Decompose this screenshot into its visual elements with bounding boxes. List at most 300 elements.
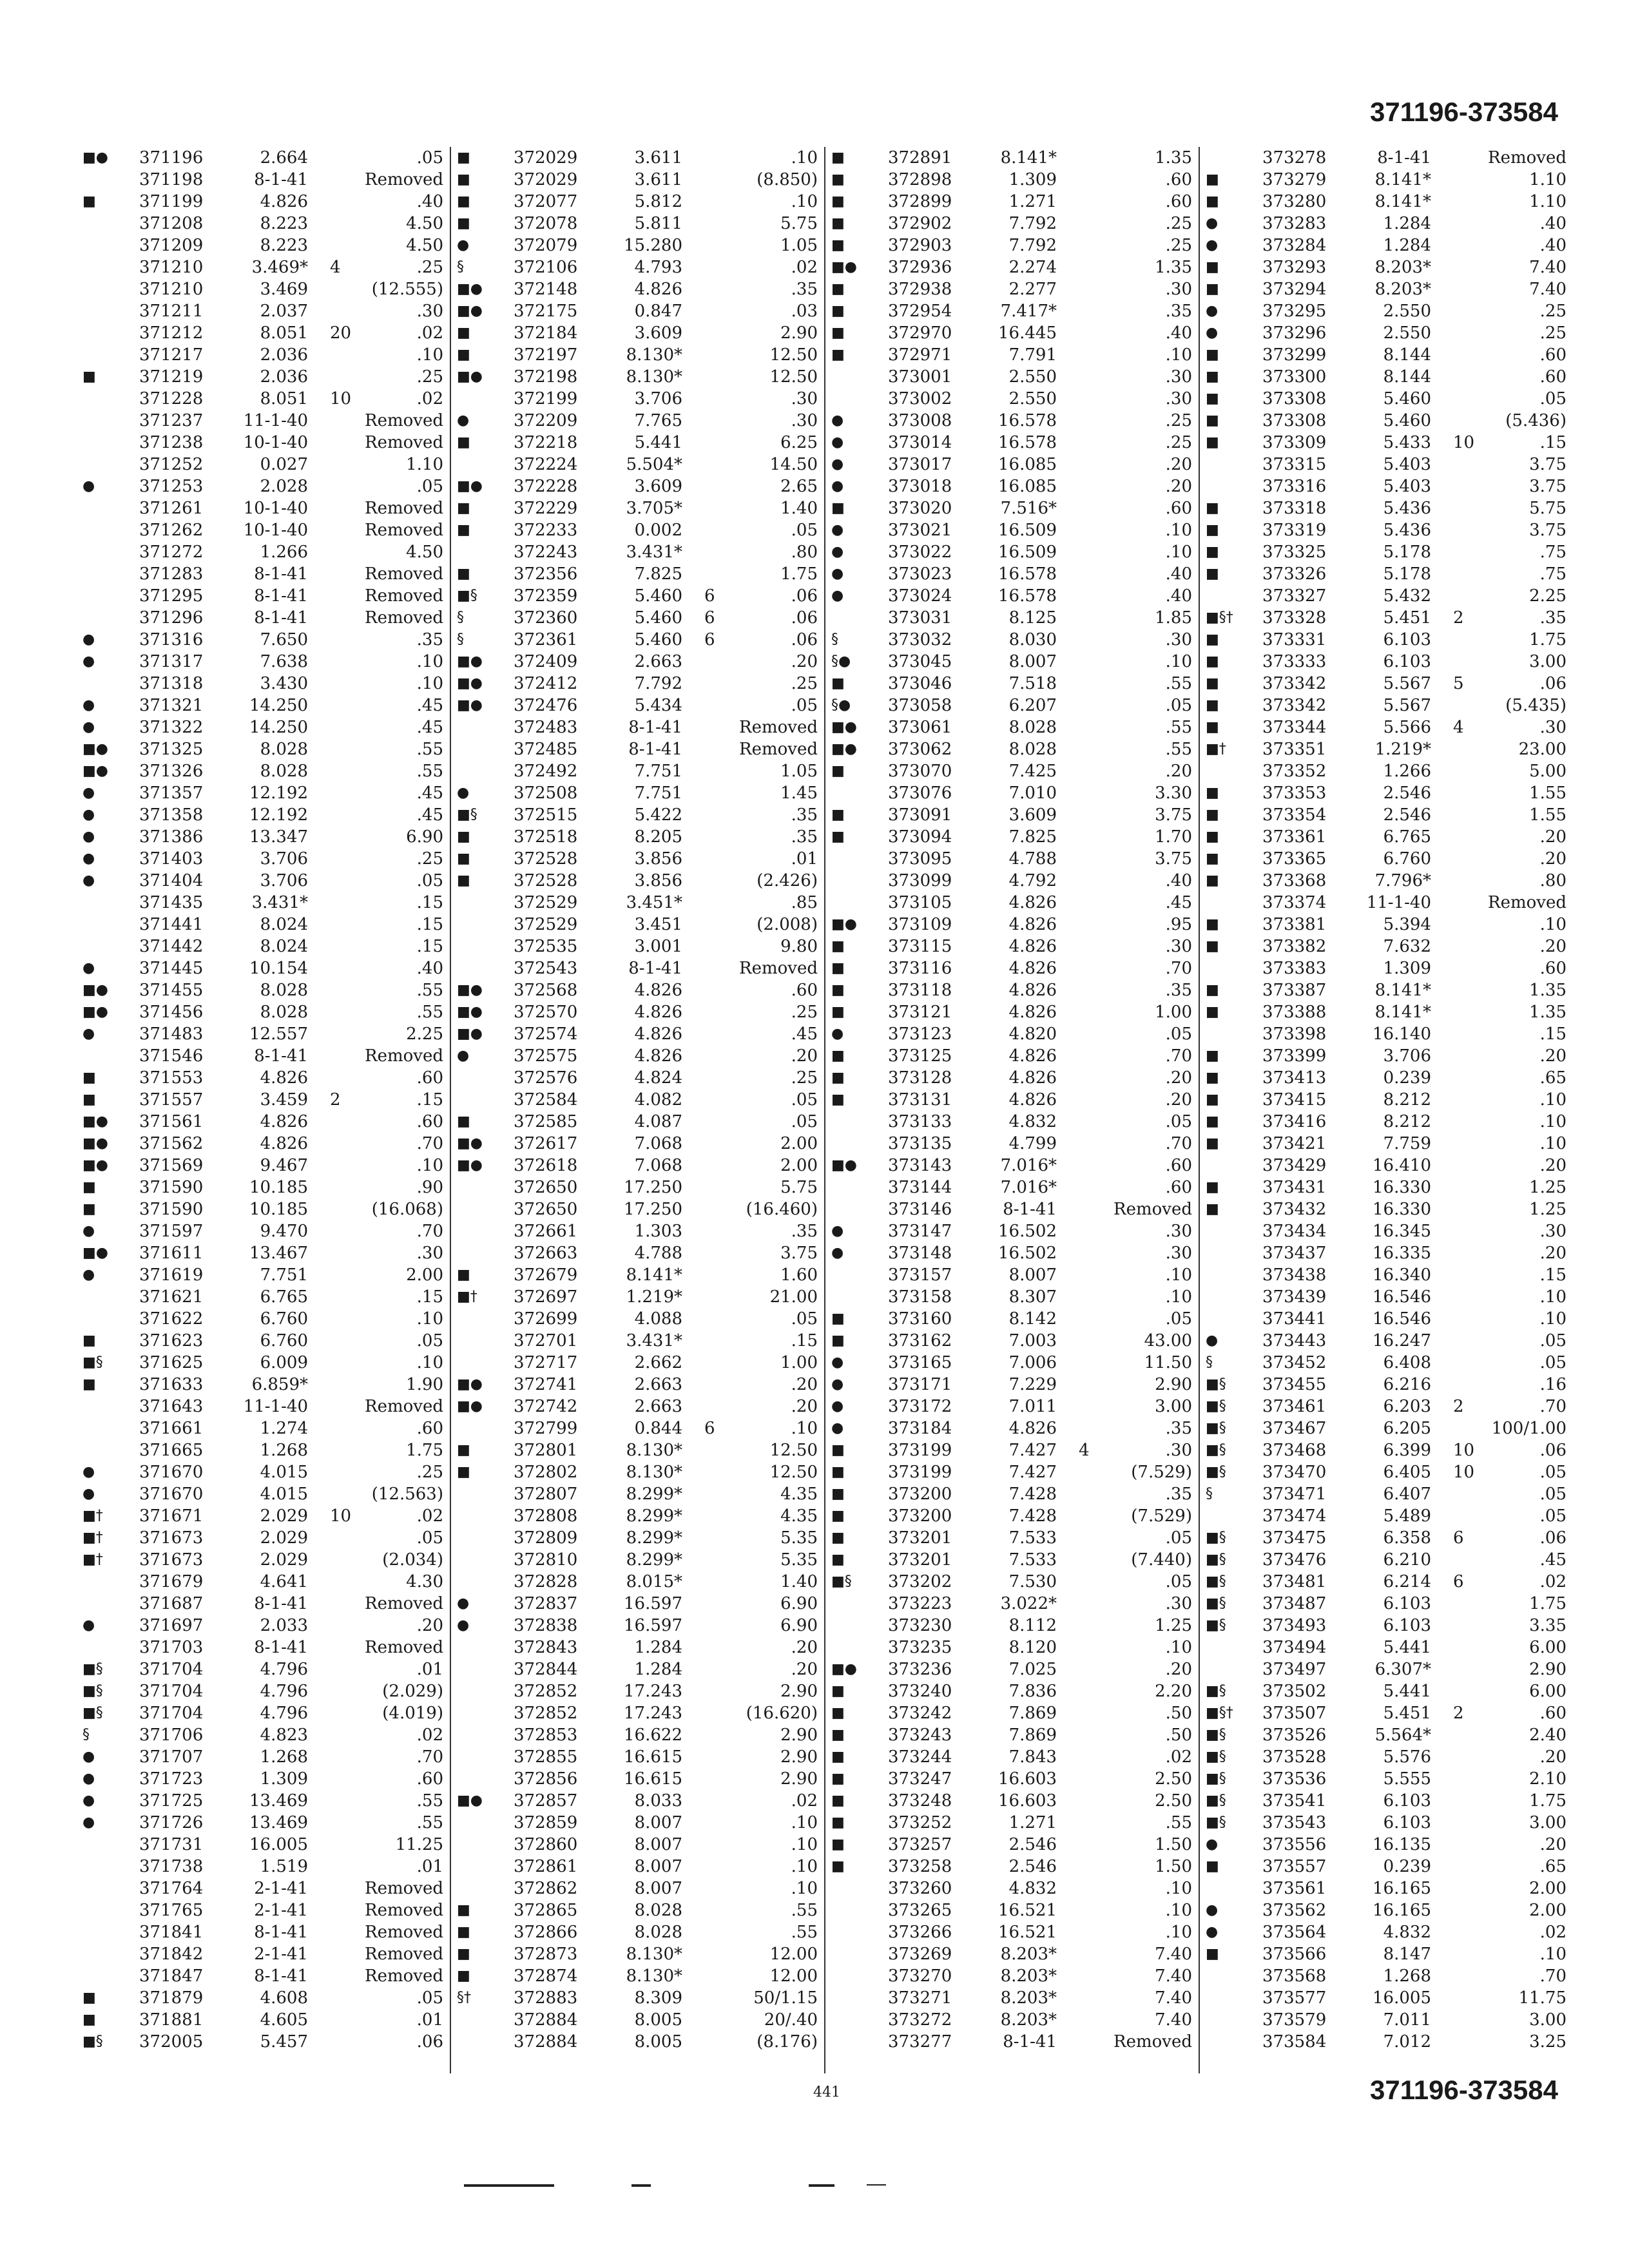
entry-amount: .06 [1539, 1528, 1566, 1548]
entry-number: 372515 [514, 805, 578, 825]
entry-rate: 4.796 [260, 1660, 308, 1679]
entry-rate: 5.422 [634, 805, 682, 825]
entry-number: 373584 [1262, 2032, 1327, 2052]
entry-rate: 7.825 [634, 564, 682, 584]
entry-number: 371318 [139, 674, 204, 693]
entry-rate: 5.457 [260, 2032, 308, 2052]
table-row [826, 848, 1200, 870]
table-row [826, 1593, 1200, 1615]
entry-number: 371253 [139, 477, 204, 496]
entry-rate: 0.844 [634, 1419, 682, 1438]
entry-rate: 5.432 [1383, 586, 1431, 606]
status-symbol: ■ [831, 1048, 845, 1064]
entry-amount: .06 [1539, 674, 1566, 693]
entry-amount: .25 [791, 1003, 818, 1022]
table-row [1200, 519, 1574, 541]
entry-rate: 14.250 [249, 696, 308, 715]
table-row [1200, 1899, 1574, 1921]
status-symbol: ■ [831, 303, 845, 319]
entry-amount: .55 [416, 1003, 443, 1022]
entry-rate: 8.141* [626, 1265, 682, 1285]
entry-amount: Removed [1488, 893, 1566, 912]
entry-rate: 8.005 [634, 2010, 682, 2030]
status-symbol: ■ [82, 2012, 96, 2028]
entry-amount: .05 [1165, 1309, 1192, 1329]
entry-amount: 1.35 [1529, 981, 1566, 1000]
table-row [452, 1001, 825, 1023]
table-row [1200, 1352, 1574, 1374]
status-symbol: ■ [831, 1683, 845, 1699]
entry-rate: 2.546 [1008, 1857, 1057, 1876]
entry-amount: .30 [416, 302, 443, 321]
entry-amount: .35 [1165, 981, 1192, 1000]
entry-amount: 1.00 [780, 1353, 818, 1372]
entry-rate: 8.030 [1008, 630, 1057, 649]
entry-number: 372077 [514, 192, 578, 211]
entry-number: 371546 [139, 1046, 204, 1066]
table-row [77, 1308, 451, 1330]
entry-number: 373398 [1262, 1024, 1327, 1044]
status-symbol: ■§ [1206, 1727, 1226, 1743]
table-row [1200, 1965, 1574, 1987]
entry-number: 372576 [514, 1068, 578, 1088]
entry-amount: .10 [1165, 1923, 1192, 1942]
entry-rate: 1.268 [260, 1441, 308, 1460]
entry-number: 373455 [1262, 1375, 1327, 1394]
status-symbol: ■§ [1206, 1573, 1226, 1590]
entry-amount: .25 [791, 1068, 818, 1088]
entry-amount: .20 [1165, 1068, 1192, 1088]
entry-rate: 6.205 [1383, 1419, 1431, 1438]
entry-amount: .05 [1165, 1112, 1192, 1131]
entry-rate: 7.011 [1008, 1397, 1057, 1416]
entry-number: 371671 [139, 1506, 204, 1526]
status-symbol: ■ [82, 1990, 96, 2006]
status-symbol: ■ [831, 1858, 845, 1874]
entry-number: 373493 [1262, 1616, 1327, 1635]
table-row [77, 256, 451, 278]
entry-rate: 4.826 [1008, 937, 1057, 956]
entry-amount: .02 [791, 258, 818, 277]
entry-rate: 4.832 [1383, 1923, 1431, 1942]
status-symbol: ■ [1206, 982, 1219, 998]
status-symbol: ■ [1206, 193, 1219, 209]
entry-rate: 3.430 [260, 674, 308, 693]
table-row [452, 1746, 825, 1768]
status-symbol: ■ [1206, 1858, 1219, 1874]
entry-rate: 7.428 [1008, 1485, 1057, 1504]
entry-number: 373125 [888, 1046, 952, 1066]
entry-amount: .05 [791, 1309, 818, 1329]
entry-amount: .05 [1539, 389, 1566, 408]
entry-rate: 8-1-41 [254, 1923, 308, 1942]
table-row [826, 1768, 1200, 1790]
entry-rate: 3.611 [634, 170, 682, 189]
entry-number: 372574 [514, 1024, 578, 1044]
status-symbol: ■ [1206, 412, 1219, 428]
table-row [77, 1593, 451, 1615]
entry-rate: 8.130* [626, 1441, 682, 1460]
entry-number: 372543 [514, 959, 578, 978]
status-symbol: ● [82, 1749, 95, 1765]
entry-number: 373309 [1262, 433, 1327, 452]
entry-rate: 7.533 [1008, 1550, 1057, 1570]
table-row [1200, 1637, 1574, 1658]
status-symbol: ■ [457, 872, 470, 889]
entry-number: 371442 [139, 937, 204, 956]
table-row [452, 1286, 825, 1308]
status-symbol: ■ [831, 938, 845, 954]
entry-number: 373277 [888, 2032, 952, 2052]
entry-amount: 3.75 [1529, 477, 1566, 496]
entry-rate: 16.509 [998, 543, 1057, 562]
entry-number: 371673 [139, 1550, 204, 1570]
entry-amount: 9.80 [780, 937, 818, 956]
table-row [77, 848, 451, 870]
entry-rate: 7.751 [634, 762, 682, 781]
entry-number: 372853 [514, 1725, 578, 1745]
entry-amount: Removed [365, 1966, 443, 1986]
column-divider [1199, 147, 1200, 2073]
table-row [1200, 1527, 1574, 1549]
entry-amount: .95 [1165, 915, 1192, 934]
entry-rate: 2.274 [1008, 258, 1057, 277]
table-row [77, 695, 451, 716]
status-symbol: ● [831, 456, 844, 472]
table-row [826, 1264, 1200, 1286]
entry-number: 373354 [1262, 805, 1327, 825]
entry-number: 373467 [1262, 1419, 1327, 1438]
entry-amount: 43.00 [1144, 1331, 1192, 1350]
entry-number: 372243 [514, 543, 578, 562]
status-symbol: ■ [831, 1727, 845, 1743]
entry-number: 373014 [888, 433, 952, 452]
entry-amount: .03 [791, 302, 818, 321]
entry-number: 373353 [1262, 783, 1327, 803]
entry-number: 373017 [888, 455, 952, 474]
status-symbol: ● [82, 1026, 95, 1042]
entry-amount: Removed [365, 433, 443, 452]
entry-amount: 2.90 [1155, 1375, 1192, 1394]
entry-rate: 4.087 [634, 1112, 682, 1131]
entry-number: 373133 [888, 1112, 952, 1131]
entry-number: 373202 [888, 1572, 952, 1591]
entry-number: 371435 [139, 893, 204, 912]
entry-number: 372650 [514, 1200, 578, 1219]
entry-ref: 2 [330, 1090, 341, 1110]
entry-rate: 8.309 [634, 1988, 682, 2008]
table-row [826, 497, 1200, 519]
column-divider [824, 147, 825, 2073]
status-symbol: ● [457, 1048, 470, 1064]
entry-amount: .35 [791, 1222, 818, 1241]
entry-ref: 6 [704, 1419, 715, 1438]
entry-amount: .40 [416, 192, 443, 211]
entry-amount: .05 [416, 1528, 443, 1548]
status-symbol: ■● [457, 478, 483, 494]
table-row [77, 1856, 451, 1878]
table-row [77, 1812, 451, 1834]
entry-number: 373115 [888, 937, 952, 956]
entry-amount: 4.35 [780, 1506, 818, 1526]
entry-rate: 7.518 [1008, 674, 1057, 693]
table-row [826, 1812, 1200, 1834]
table-row [826, 2009, 1200, 2031]
entry-number: 373388 [1262, 1003, 1327, 1022]
status-symbol: ■ [1206, 1113, 1219, 1129]
entry-amount: .45 [1539, 1550, 1566, 1570]
entry-number: 372029 [514, 148, 578, 168]
entry-number: 372936 [888, 258, 952, 277]
entry-rate: 8-1-41 [254, 564, 308, 584]
status-symbol: § [831, 631, 838, 648]
table-row [77, 1680, 451, 1702]
status-symbol: ■ [831, 1552, 845, 1568]
entry-number: 371590 [139, 1200, 204, 1219]
entry-rate: 6.399 [1383, 1441, 1431, 1460]
entry-amount: .30 [791, 389, 818, 408]
entry-number: 373325 [1262, 543, 1327, 562]
entry-rate: 16.247 [1373, 1331, 1431, 1350]
entry-amount: 23.00 [1518, 740, 1566, 759]
status-symbol: ■ [457, 1924, 470, 1940]
status-symbol: ■● [831, 1661, 857, 1677]
entry-rate: 14.250 [249, 718, 308, 737]
table-row [826, 1220, 1200, 1242]
entry-rate: 13.347 [249, 827, 308, 847]
entry-amount: .15 [1539, 1265, 1566, 1285]
table-row [826, 541, 1200, 563]
entry-amount: 6.25 [780, 433, 818, 452]
entry-number: 373260 [888, 1879, 952, 1898]
entry-rate: 7.068 [634, 1156, 682, 1175]
entry-number: 373300 [1262, 367, 1327, 387]
status-symbol: ■ [1206, 719, 1219, 735]
entry-number: 373243 [888, 1725, 952, 1745]
entry-amount: .75 [1539, 543, 1566, 562]
table-row [1200, 1702, 1574, 1724]
entry-number: 372409 [514, 652, 578, 671]
entry-number: 372197 [514, 345, 578, 365]
entry-number: 372808 [514, 1506, 578, 1526]
table-row [1200, 1264, 1574, 1286]
entry-number: 373265 [888, 1901, 952, 1920]
status-symbol: §† [457, 1990, 471, 2006]
entry-rate: 1.219* [1374, 740, 1431, 759]
entry-amount: .10 [1165, 652, 1192, 671]
status-symbol: ■ [457, 434, 470, 450]
table-row [1200, 1834, 1574, 1856]
table-row [452, 1505, 825, 1527]
table-row [826, 1067, 1200, 1089]
table-row [77, 1483, 451, 1505]
entry-number: 373278 [1262, 148, 1327, 168]
table-row [452, 256, 825, 278]
table-row [826, 1505, 1200, 1527]
entry-rate: 4.826 [634, 1003, 682, 1022]
status-symbol: ■ [457, 1442, 470, 1458]
entry-amount: 1.75 [780, 564, 818, 584]
entry-rate: 8.007 [1008, 652, 1057, 671]
table-row [1200, 344, 1574, 366]
table-row [826, 1702, 1200, 1724]
entry-number: 372476 [514, 696, 578, 715]
entry-amount: 11.50 [1144, 1353, 1192, 1372]
entry-amount: .10 [1165, 1901, 1192, 1920]
entry-number: 373333 [1262, 652, 1327, 671]
entry-number: 371456 [139, 1003, 204, 1022]
table-row [1200, 2031, 1574, 2053]
status-symbol: ■ [1206, 850, 1219, 867]
table-row [826, 476, 1200, 497]
status-symbol: ● [82, 829, 95, 845]
table-row [1200, 1615, 1574, 1637]
status-symbol: ● [831, 1026, 844, 1042]
entry-rate: 7.025 [1008, 1660, 1057, 1679]
entry-number: 373319 [1262, 521, 1327, 540]
table-row [1200, 892, 1574, 914]
column-4 [1200, 147, 1574, 2073]
entry-amount: .45 [416, 805, 443, 825]
table-row [1200, 1943, 1574, 1965]
entry-rate: 8-1-41 [254, 586, 308, 606]
entry-rate: 7.751 [634, 783, 682, 803]
status-symbol: ■● [457, 369, 483, 385]
entry-amount: (7.440) [1131, 1550, 1192, 1570]
table-row [452, 1680, 825, 1702]
entry-number: 372078 [514, 214, 578, 233]
table-row [77, 1702, 451, 1724]
entry-number: 373566 [1262, 1945, 1327, 1964]
table-row [1200, 1111, 1574, 1133]
status-symbol: ■† [82, 1552, 103, 1568]
entry-amount: .70 [1165, 1046, 1192, 1066]
entry-rate: 8.144 [1383, 367, 1431, 387]
entry-rate: 5.460 [634, 586, 682, 606]
entry-rate: 6.765 [260, 1287, 308, 1307]
entry-amount: 4.50 [406, 543, 443, 562]
entry-rate: 2.029 [260, 1550, 308, 1570]
entry-number: 373328 [1262, 608, 1327, 628]
entry-number: 373564 [1262, 1923, 1327, 1942]
status-symbol: ● [831, 1245, 844, 1261]
entry-amount: .90 [416, 1178, 443, 1197]
table-row [452, 300, 825, 322]
table-row [452, 651, 825, 673]
entry-amount: .10 [1539, 1134, 1566, 1153]
status-symbol: ● [82, 1223, 95, 1239]
entry-amount: 3.00 [1155, 1397, 1192, 1416]
entry-number: 372742 [514, 1397, 578, 1416]
entry-amount: (8.176) [757, 2032, 818, 2052]
table-row [77, 716, 451, 738]
table-row [452, 1330, 825, 1352]
entry-number: 372866 [514, 1923, 578, 1942]
entry-amount: .20 [791, 1638, 818, 1657]
table-row [452, 344, 825, 366]
entry-amount: .40 [1165, 871, 1192, 890]
entry-amount: .15 [1539, 1024, 1566, 1044]
table-row [77, 1439, 451, 1461]
entry-number: 373368 [1262, 871, 1327, 890]
table-row [826, 519, 1200, 541]
entry-amount: .10 [791, 1419, 818, 1438]
entry-rate: 8-1-41 [1377, 148, 1431, 168]
entry-ref: 6 [704, 586, 715, 606]
table-row [1200, 300, 1574, 322]
entry-number: 373046 [888, 674, 952, 693]
entry-amount: .20 [1539, 827, 1566, 847]
table-row [452, 497, 825, 519]
entry-number: 373184 [888, 1419, 952, 1438]
entry-rate: 7.765 [634, 411, 682, 430]
entry-rate: 2.550 [1383, 302, 1431, 321]
table-row [452, 1177, 825, 1198]
entry-amount: .35 [1165, 302, 1192, 321]
entry-rate: 6.103 [1383, 1616, 1431, 1635]
entry-rate: 7.428 [1008, 1506, 1057, 1526]
entry-number: 373494 [1262, 1638, 1327, 1657]
entry-amount: 3.35 [1529, 1616, 1566, 1635]
entry-rate: 9.467 [260, 1156, 308, 1175]
table-row [452, 870, 825, 892]
entry-number: 373294 [1262, 280, 1327, 299]
entry-rate: 8.141* [1000, 148, 1057, 168]
status-symbol: ● [1206, 1924, 1219, 1940]
entry-number: 373382 [1262, 937, 1327, 956]
entry-amount: .02 [416, 323, 443, 343]
table-row [826, 1987, 1200, 2009]
status-symbol: ■ [1206, 653, 1219, 669]
entry-rate: 4.826 [1008, 1003, 1057, 1022]
entry-rate: 8.007 [1008, 1265, 1057, 1285]
entry-rate: 8.223 [260, 214, 308, 233]
entry-number: 373507 [1262, 1704, 1327, 1723]
entry-amount: 3.00 [1529, 2010, 1566, 2030]
entry-number: 373316 [1262, 477, 1327, 496]
entry-rate: 1.284 [1383, 214, 1431, 233]
table-row [826, 563, 1200, 585]
entry-amount: .60 [1165, 1156, 1192, 1175]
entry-rate: 17.250 [624, 1200, 682, 1219]
table-row [77, 497, 451, 519]
entry-rate: 4.826 [634, 1024, 682, 1044]
status-symbol: ■ [1206, 544, 1219, 560]
entry-rate: 4.826 [634, 1046, 682, 1066]
status-symbol: ■● [457, 1376, 483, 1392]
entry-amount: Removed [365, 586, 443, 606]
entry-amount: .10 [791, 1857, 818, 1876]
entry-rate: 8.028 [1008, 718, 1057, 737]
table-row [452, 892, 825, 914]
entry-amount: Removed [365, 608, 443, 628]
entry-rate: 3.431* [626, 543, 682, 562]
entry-amount: .25 [1165, 236, 1192, 255]
table-row [1200, 651, 1574, 673]
entry-rate: 16.085 [998, 455, 1057, 474]
entry-amount: 3.30 [1155, 783, 1192, 803]
entry-number: 371212 [139, 323, 204, 343]
table-row [1200, 1505, 1574, 1527]
entry-number: 371283 [139, 564, 204, 584]
status-symbol: ■† [82, 1508, 103, 1524]
entry-rate: 8-1-41 [1003, 2032, 1057, 2052]
entry-number: 373416 [1262, 1112, 1327, 1131]
table-row [452, 1155, 825, 1177]
entry-amount: .20 [791, 652, 818, 671]
entry-rate: 1.271 [1008, 192, 1057, 211]
entry-number: 371295 [139, 586, 204, 606]
